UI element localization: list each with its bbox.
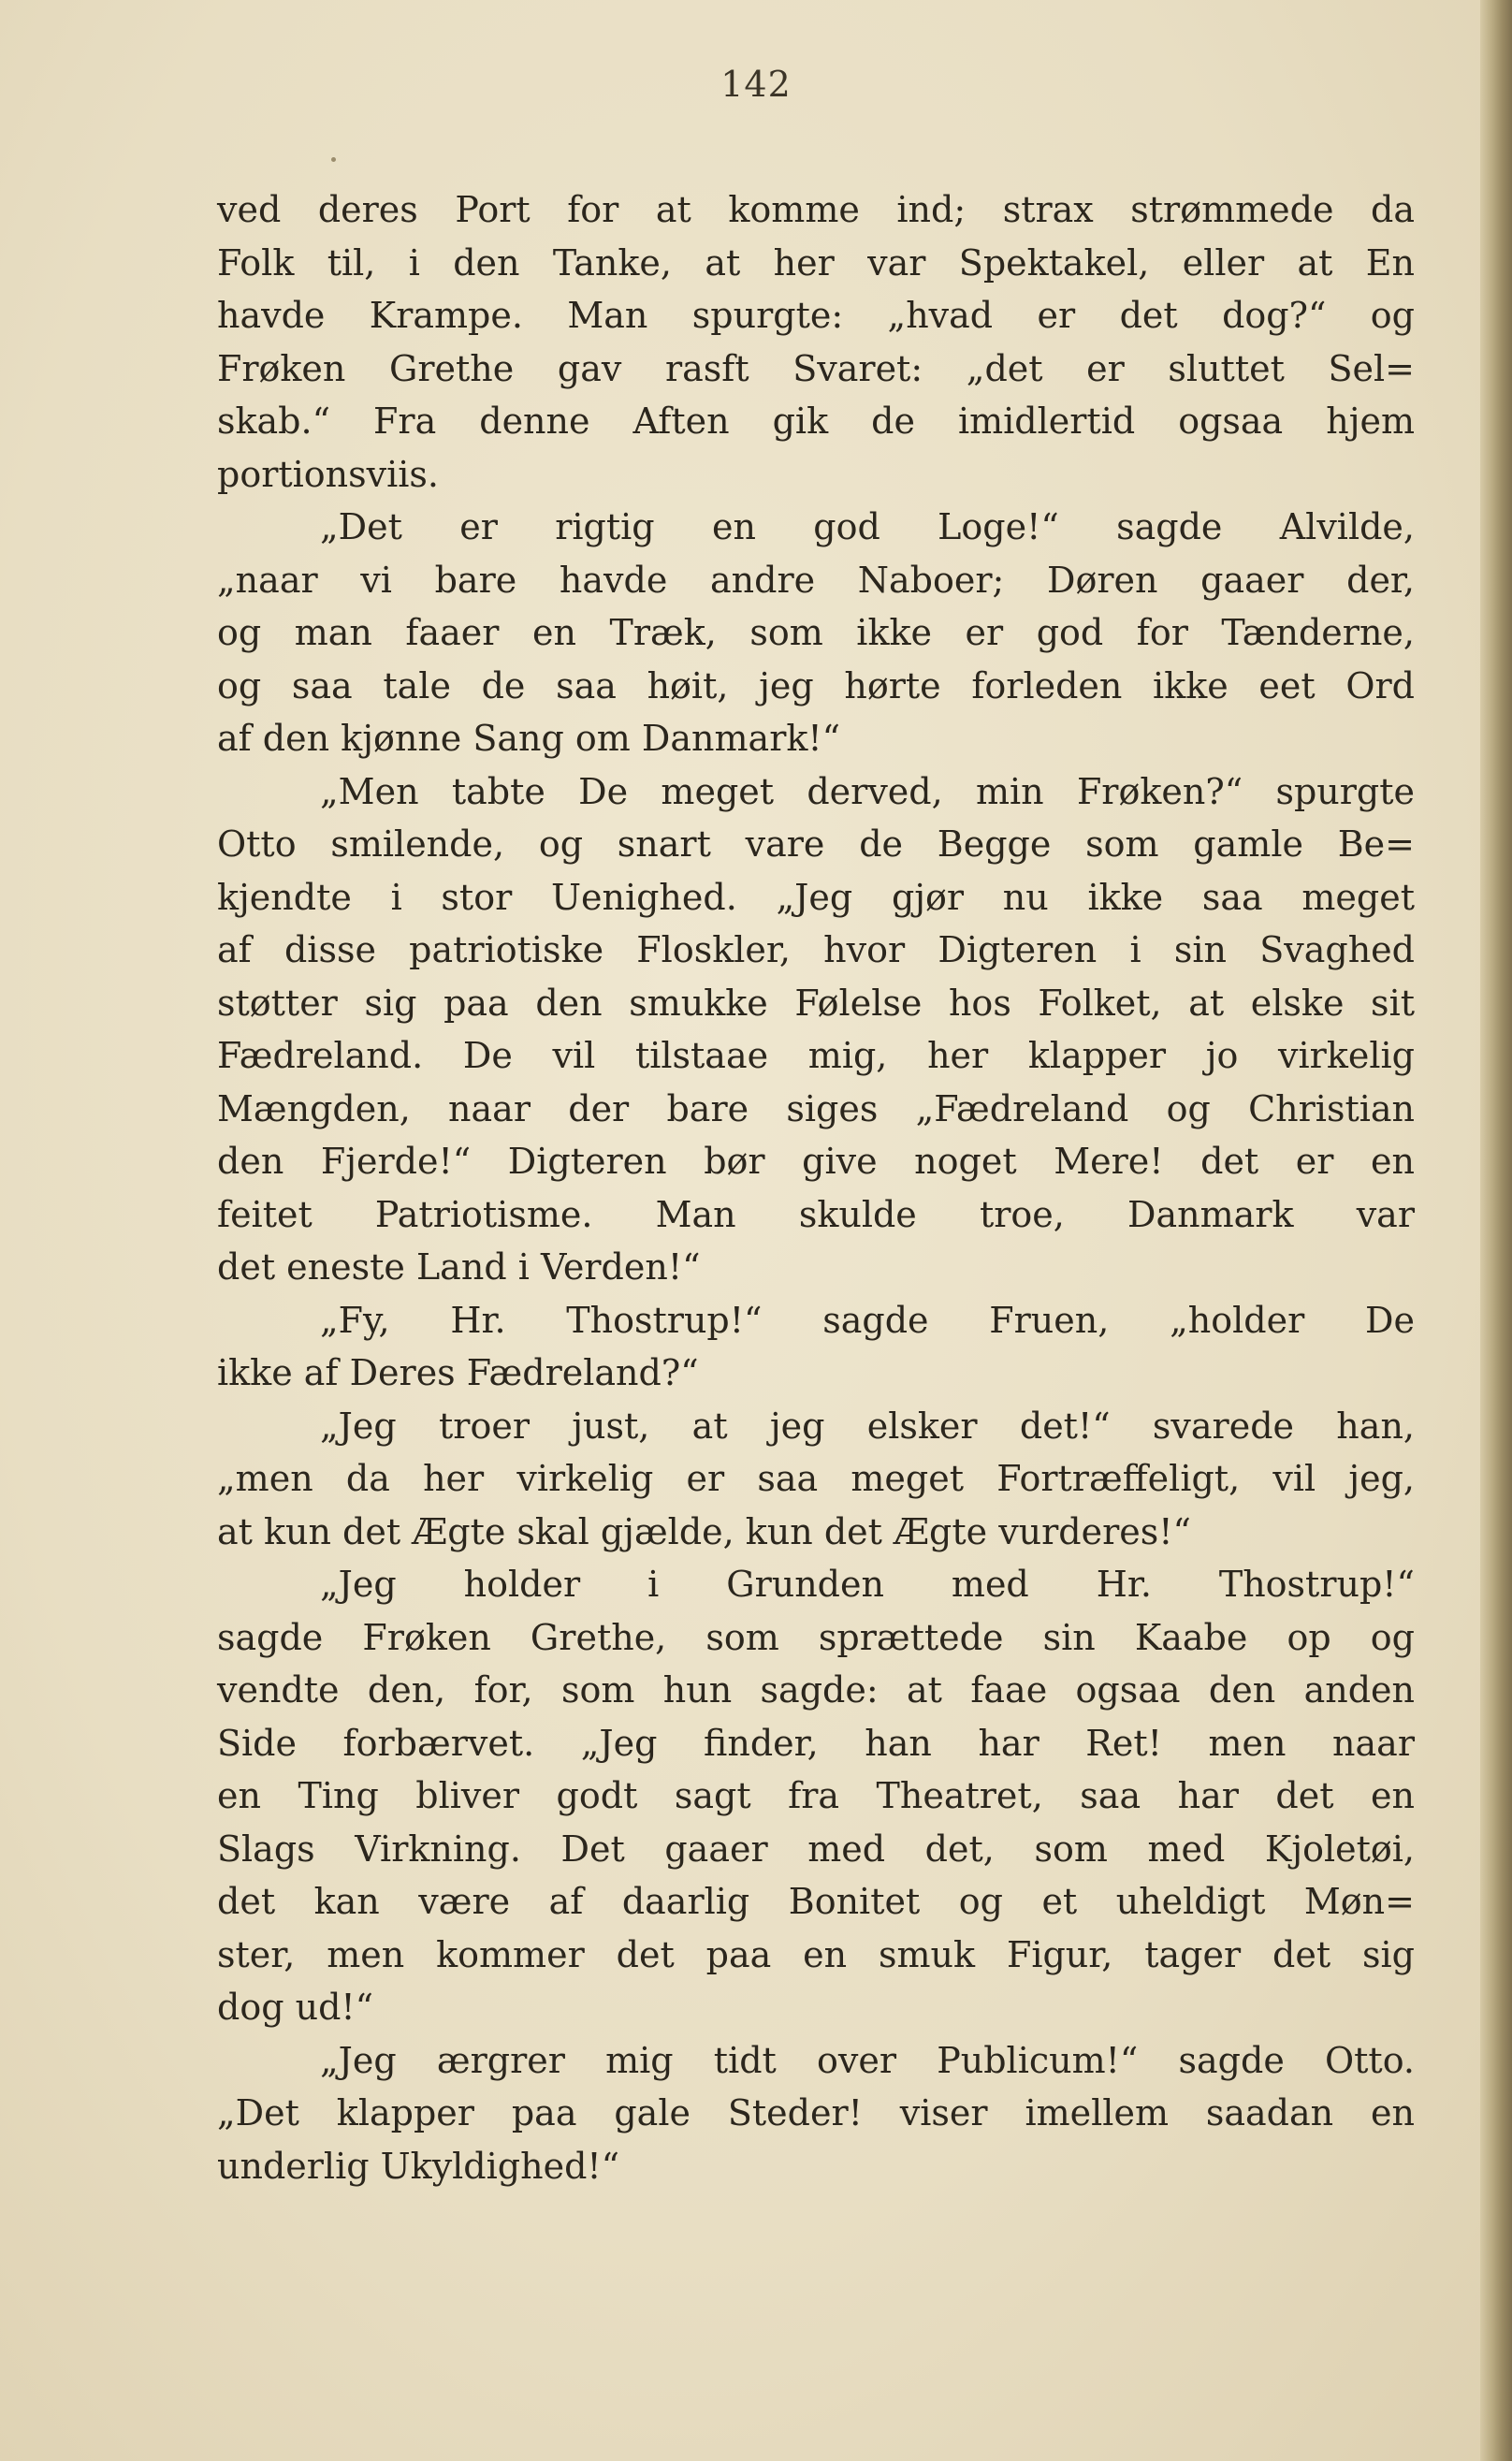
- text-line: skab.“ Fra denne Aften gik de imidlertid ogsaa hjem: [217, 400, 1415, 442]
- text-line: underlig Ukyldighed!“: [217, 2145, 620, 2187]
- text-line: „Det klapper paa gale Steder! viser imellem saadan en: [217, 2092, 1415, 2133]
- text-line: vendte den, for, som hun sagde: at faae ogsaa den anden: [217, 1669, 1415, 1711]
- text-line: ikke af Deres Fædreland?“: [217, 1352, 699, 1393]
- text-line: portionsviis.: [217, 453, 439, 495]
- text-line: Otto smilende, og snart vare de Begge som gamle Be=: [217, 823, 1415, 865]
- text-line: af disse patriotiske Floskler, hvor Digteren i sin Svaghed: [217, 929, 1415, 970]
- text-line: den Fjerde!“ Digteren bør give noget Mere! det er en: [217, 1141, 1415, 1182]
- page-edge-shadow: [1480, 0, 1512, 2461]
- text-line: kjendte i stor Uenighed. „Jeg gjør nu ikke saa meget: [217, 876, 1415, 918]
- text-line: ved deres Port for at komme ind; strax strømmede da: [217, 189, 1415, 230]
- text-line: „Jeg ærgrer mig tidt over Publicum!“ sagde Otto.: [320, 2039, 1415, 2081]
- text-line: dog ud!“: [217, 1987, 374, 2028]
- text-line: „Jeg troer just, at jeg elsker det!“ svarede han,: [320, 1405, 1415, 1447]
- text-line: „men da her virkelig er saa meget Fortræffeligt, vil jeg,: [217, 1458, 1415, 1499]
- text-line: af den kjønne Sang om Danmark!“: [217, 718, 841, 759]
- text-line: feitet Patriotisme. Man skulde troe, Danmark var: [217, 1193, 1415, 1235]
- text-line: støtter sig paa den smukke Følelse hos Folket, at elske sit: [217, 982, 1415, 1024]
- text-line: at kun det Ægte skal gjælde, kun det Ægte vurderes!“: [217, 1510, 1191, 1552]
- text-line: det eneste Land i Verden!“: [217, 1246, 701, 1288]
- text-line: og saa tale de saa høit, jeg hørte forleden ikke eet Ord: [217, 664, 1415, 706]
- text-line: det kan være af daarlig Bonitet og et uheldigt Møn=: [217, 1881, 1415, 1922]
- page-number: 142: [720, 64, 792, 105]
- text-line: Slags Virkning. Det gaaer med det, som med Kjoletøi,: [217, 1828, 1415, 1870]
- text-line: „Det er rigtig en god Loge!“ sagde Alvilde,: [320, 506, 1415, 547]
- text-line: havde Krampe. Man spurgte: „hvad er det dog?“ og: [217, 295, 1415, 336]
- text-line: sagde Frøken Grethe, som sprættede sin Kaabe op og: [217, 1616, 1415, 1658]
- text-line: og man faaer en Træk, som ikke er god for Tænderne,: [217, 612, 1415, 653]
- text-line: Side forbærvet. „Jeg finder, han har Ret! men naar: [217, 1722, 1415, 1764]
- text-line: Fædreland. De vil tilstaae mig, her klapper jo virkelig: [217, 1035, 1415, 1076]
- text-line: „naar vi bare havde andre Naboer; Døren gaaer der,: [217, 559, 1415, 601]
- text-line: „Jeg holder i Grunden med Hr. Thostrup!“: [320, 1564, 1415, 1605]
- text-line: „Men tabte De meget derved, min Frøken?“ spurgte: [320, 770, 1415, 812]
- body-text: [217, 183, 1415, 2192]
- text-line: en Ting bliver godt sagt fra Theatret, saa har det en: [217, 1775, 1415, 1816]
- text-line: ster, men kommer det paa en smuk Figur, tager det sig: [217, 1933, 1415, 1975]
- text-line: „Fy, Hr. Thostrup!“ sagde Fruen, „holder De: [320, 1299, 1415, 1341]
- text-line: Mængden, naar der bare siges „Fædreland og Christian: [217, 1087, 1415, 1129]
- text-line: Folk til, i den Tanke, at her var Spektakel, eller at En: [217, 241, 1415, 284]
- text-line: Frøken Grethe gav rasft Svaret: „det er sluttet Sel=: [217, 347, 1415, 389]
- ink-speck: [331, 157, 336, 162]
